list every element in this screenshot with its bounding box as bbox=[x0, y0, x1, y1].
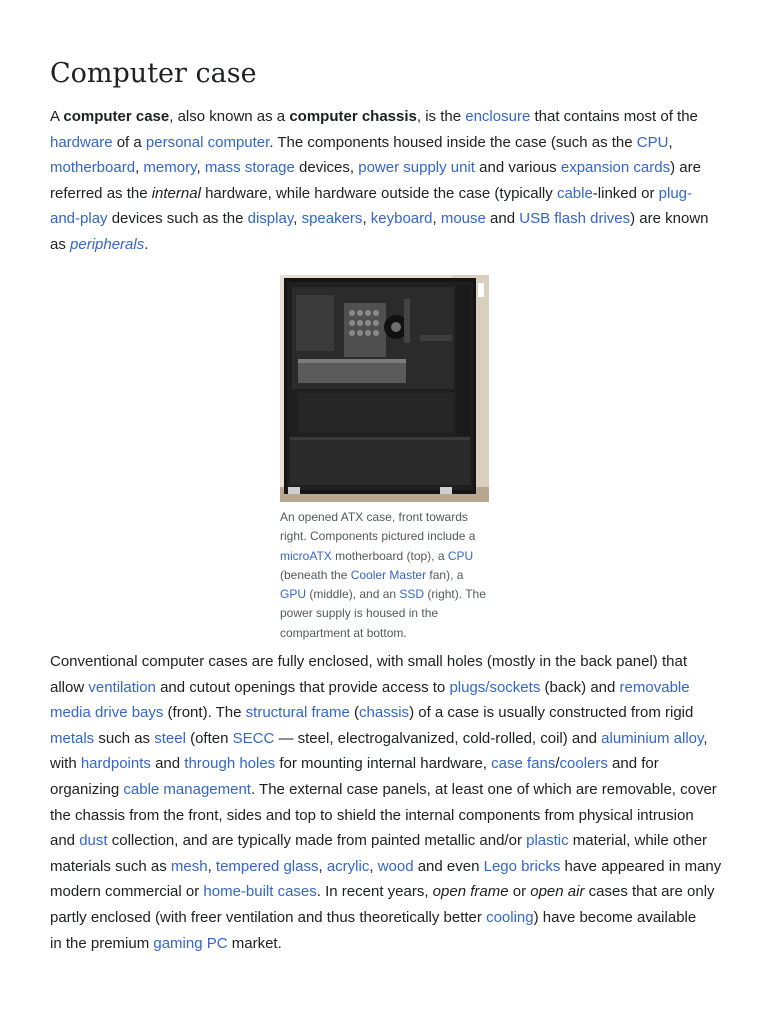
link-steel[interactable]: steel bbox=[154, 729, 186, 747]
link-acrylic[interactable]: acrylic bbox=[326, 857, 370, 875]
link-enclosure[interactable]: enclosure bbox=[465, 108, 531, 125]
link-secc[interactable]: SECC bbox=[232, 729, 275, 747]
link-cable[interactable]: cable bbox=[556, 184, 593, 202]
text-line: with hardpoints and through holes for mounting internal hardware, case fans/coolers and for bbox=[50, 755, 659, 773]
text-line: Conventional computer cases are fully enclosed, with small holes (mostly in the back panel) that bbox=[50, 653, 687, 670]
text-line: the chassis from the front, sides and top to shield the internal components from physical intrusion bbox=[50, 806, 694, 824]
link-ssd[interactable]: SSD bbox=[399, 587, 425, 602]
text-line: in the premium gaming PC market. bbox=[50, 934, 282, 952]
link-mesh[interactable]: mesh bbox=[170, 857, 208, 875]
link-wood[interactable]: wood bbox=[377, 857, 414, 875]
link-cpu[interactable]: CPU bbox=[636, 133, 669, 151]
link-home-built-cases[interactable]: home-built cases bbox=[203, 883, 317, 901]
link-peripherals[interactable]: peripherals bbox=[70, 235, 145, 253]
link-mouse[interactable]: mouse bbox=[440, 210, 486, 228]
text-line: as peripherals. bbox=[50, 235, 149, 253]
text-line: motherboard, memory, mass storage devices, power supply unit and various expansion cards) are bbox=[50, 159, 701, 177]
figure bbox=[280, 275, 490, 643]
link-motherboard[interactable]: motherboard bbox=[50, 159, 136, 177]
caption-line: (beneath the Cooler Master fan), a bbox=[280, 567, 464, 582]
link-aluminium-alloy[interactable]: aluminium alloy bbox=[601, 729, 704, 747]
link-dust[interactable]: dust bbox=[79, 832, 108, 850]
link-plastic[interactable]: plastic bbox=[526, 832, 569, 850]
text-line: and-play devices such as the display, speakers, keyboard, mouse and USB flash drives) are known bbox=[50, 210, 709, 228]
link-through-holes[interactable]: through holes bbox=[184, 755, 276, 773]
link-lego-bricks[interactable]: Lego bricks bbox=[483, 857, 561, 875]
text-line: metals such as steel (often SECC — steel, electrogalvanized, cold-rolled, coil) and aluminium alloy, bbox=[50, 729, 708, 747]
link-structural-frame[interactable]: structural frame bbox=[245, 704, 350, 722]
link-plugs-sockets[interactable]: plugs/sockets bbox=[449, 678, 541, 696]
atx-case-image[interactable] bbox=[280, 275, 489, 502]
link-display[interactable]: display bbox=[247, 210, 294, 228]
link-expansion-cards[interactable]: expansion cards bbox=[560, 159, 671, 177]
bold-term: computer case bbox=[63, 108, 170, 125]
link-cpu-caption[interactable]: CPU bbox=[447, 548, 474, 563]
caption-line: compartment at bottom. bbox=[280, 625, 407, 640]
text-line: hardware of a personal computer. The components housed inside the case (such as the CPU, bbox=[50, 133, 673, 151]
link-speakers[interactable]: speakers bbox=[301, 210, 363, 228]
intro-paragraph bbox=[50, 104, 718, 258]
text-line: organizing cable management. The external case panels, at least one of which are removable, cover bbox=[50, 780, 717, 798]
link-keyboard[interactable]: keyboard bbox=[370, 210, 433, 228]
text-line: allow ventilation and cutout openings that provide access to plugs/sockets (back) and removable bbox=[50, 678, 690, 696]
link-usb-flash-drives[interactable]: USB flash drives bbox=[519, 210, 631, 228]
link-mass-storage[interactable]: mass storage bbox=[204, 159, 295, 177]
link-microatx[interactable]: microATX bbox=[280, 548, 332, 563]
page-title: Computer case bbox=[50, 58, 257, 89]
figure-caption bbox=[280, 508, 490, 643]
link-plug-and-play[interactable]: plug- bbox=[658, 184, 693, 202]
link-case-fans[interactable]: case fans bbox=[491, 755, 556, 773]
text-line: media drive bays (front). The structural frame (chassis) of a case is usually constructed from rigid bbox=[50, 704, 694, 722]
text-line: modern commercial or home-built cases. In recent years, open frame or open air cases that are only bbox=[50, 883, 715, 901]
link-power-supply-unit[interactable]: power supply unit bbox=[358, 159, 475, 177]
link-metals[interactable]: metals bbox=[50, 729, 95, 747]
link-hardware[interactable]: hardware bbox=[50, 133, 113, 151]
link-cooling[interactable]: cooling bbox=[486, 908, 534, 926]
text-line: and dust collection, and are typically made from painted metallic and/or plastic material, while other bbox=[50, 832, 708, 850]
link-memory[interactable]: memory bbox=[143, 159, 197, 177]
caption-line: An opened ATX case, front towards bbox=[280, 510, 468, 524]
bold-term: computer chassis bbox=[289, 108, 417, 125]
link-cable-management[interactable]: cable management bbox=[123, 780, 251, 798]
text-line: referred as the internal hardware, while hardware outside the case (typically cable-linked or plug- bbox=[50, 184, 693, 202]
link-coolers[interactable]: coolers bbox=[559, 755, 608, 773]
text-line: A computer case, also known as a computer chassis, is the enclosure that contains most of the bbox=[50, 108, 698, 125]
body-paragraph bbox=[50, 649, 722, 956]
text-line: materials such as mesh, tempered glass, acrylic, wood and even Lego bricks have appeared in many bbox=[50, 857, 722, 875]
text-line: partly enclosed (with freer ventilation and thus theoretically better cooling) have become available bbox=[50, 908, 697, 926]
caption-line: power supply is housed in the bbox=[280, 606, 439, 621]
link-removable-media-drive-bays[interactable]: media drive bays bbox=[50, 704, 164, 722]
link-tempered-glass[interactable]: tempered glass bbox=[215, 857, 319, 875]
link-hardpoints[interactable]: hardpoints bbox=[80, 755, 151, 773]
link-gaming-pc[interactable]: gaming PC bbox=[153, 934, 228, 952]
link-cooler-master[interactable]: Cooler Master bbox=[350, 567, 427, 582]
link-plug-and-play[interactable]: and-play bbox=[50, 210, 108, 228]
caption-line: right. Components pictured include a bbox=[280, 529, 476, 544]
link-removable-media-drive-bays[interactable]: removable bbox=[619, 678, 690, 696]
link-gpu[interactable]: GPU bbox=[280, 587, 307, 602]
caption-line: microATX motherboard (top), a CPU bbox=[280, 548, 474, 563]
caption-line: GPU (middle), and an SSD (right). The bbox=[280, 587, 486, 602]
link-chassis[interactable]: chassis bbox=[359, 704, 410, 722]
link-ventilation[interactable]: ventilation bbox=[88, 678, 156, 696]
link-personal-computer[interactable]: personal computer bbox=[145, 133, 270, 151]
